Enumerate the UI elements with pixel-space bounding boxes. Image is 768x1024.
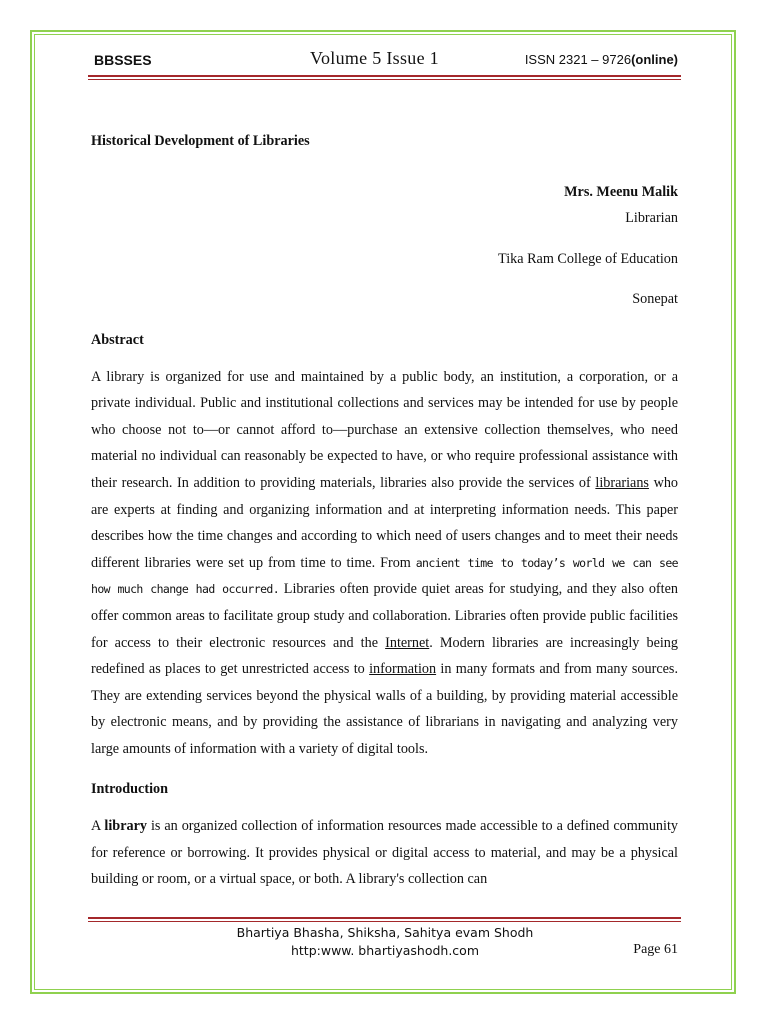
issn-online: (online) (631, 52, 678, 67)
link-information[interactable]: information (369, 661, 437, 678)
article-body (91, 128, 678, 893)
issn (525, 52, 678, 67)
abstract-text-4: . Modern libraries are increasingly being redefined as places to get unrestricted access to (91, 634, 678, 678)
volume-issue: Volume 5 Issue 1 (310, 48, 439, 68)
author-name: Mrs. Meenu Malik (564, 183, 678, 200)
abstract-heading: Abstract (91, 331, 144, 348)
intro-bold-word: library (104, 818, 147, 835)
intro-text: is an organized collection of information resources made accessible to a defined community for reference or borrowing. It provides physical or digital access to material, and may be a physical building or room, or a virtual space, or both. A library's collection can (91, 818, 678, 888)
introduction-heading: Introduction (91, 781, 168, 798)
link-internet[interactable]: Internet (385, 634, 430, 651)
footer-journal-name: Bhartiya Bhasha, Shiksha, Sahitya evam Shodh (236, 925, 534, 940)
journal-abbrev: BBSSES (94, 52, 152, 68)
link-librarians[interactable]: librarians (595, 474, 649, 491)
running-header (90, 46, 680, 76)
author-city: Sonepat (632, 291, 678, 308)
article-title: Historical Development of Libraries (91, 133, 310, 149)
footer-rule (88, 917, 681, 922)
footer-url: http:www. bhartiyashodh.com (290, 943, 480, 958)
header-rule (88, 75, 681, 80)
abstract-text-5: in many formats and from many sources. They are extending services beyond the physical walls of a building, by providing material accessible by electronic means, and by providing the assistance of librarians in navigating and analyzing very large amounts of information with a variety of digital tools. (91, 661, 678, 757)
introduction-paragraph (91, 813, 678, 893)
page-number: Page 61 (633, 942, 678, 957)
author-designation: Librarian (625, 210, 678, 227)
abstract-text-3: Libraries often provide quiet areas for studying, and they also often offer common areas to facilitate group study and collaboration. Libraries often provide public facilities for access to their electronic resources and the (91, 581, 678, 651)
author-institution: Tika Ram College of Education (498, 250, 678, 267)
issn-number: ISSN 2321 – 9726 (524, 52, 632, 67)
abstract-text-mono: ancient time to today’s world we can see how much change had occurred. (91, 555, 678, 597)
author-block (91, 179, 678, 232)
abstract-text-2: who are experts at finding and organizing information and at interpreting information needs. This paper describes how the time changes and according to which need of users changes and to meet their needs different libraries were set up from time to time. From (91, 474, 679, 571)
running-footer (230, 924, 540, 960)
abstract-paragraph (91, 364, 678, 763)
intro-lead: A (91, 818, 105, 835)
abstract-text-1: A library is organized for use and maintained by a public body, an institution, a corporation, or a private individual. Public and institutional collections and services may be intended for use by people who choose not to—or cannot afford to—purchase an extensive collection themselves, who need material no individual can reasonably be expected to have, or who require professional assistance with their research. In addition to providing materials, libraries also provide the services of (91, 368, 678, 491)
